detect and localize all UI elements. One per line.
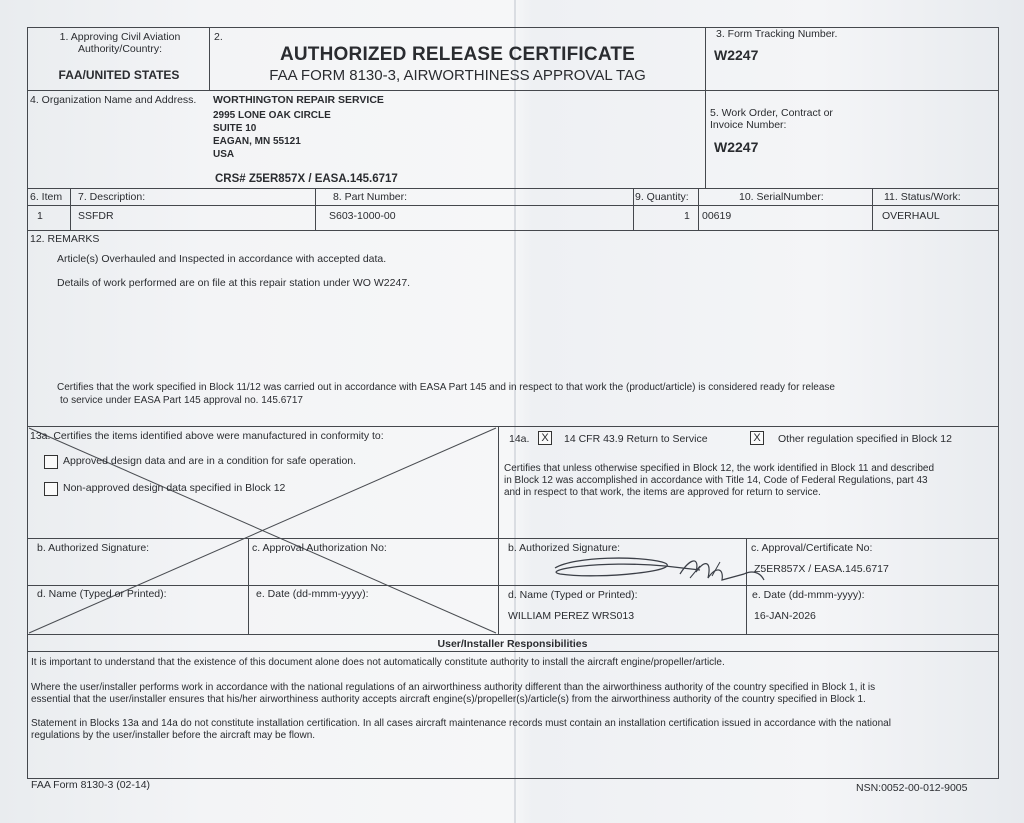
remarks-line4: to service under EASA Part 145 approval no. 145.6717: [60, 395, 303, 406]
col-header-status: 11. Status/Work:: [884, 191, 961, 203]
col-header-part-number: 8. Part Number:: [332, 191, 408, 203]
org-address-line1: 2995 LONE OAK CIRCLE: [213, 110, 331, 121]
block14d-name-label: d. Name (Typed or Printed):: [508, 589, 638, 601]
block14c-certificate-label: c. Approval/Certificate No:: [751, 542, 873, 554]
block4-label: 4. Organization Name and Address.: [30, 94, 197, 106]
cell-description: SSFDR: [78, 210, 114, 222]
remarks-line1: Article(s) Overhauled and Inspected in accordance with accepted data.: [57, 253, 387, 265]
col-header-item: 6. Item: [30, 191, 63, 203]
block13-approved-label: Approved design data and are in a condition for safe operation.: [63, 455, 357, 467]
cell-quantity: 1: [684, 210, 690, 222]
cell-status: OVERHAUL: [882, 210, 940, 222]
page-subtitle: FAA FORM 8130-3, AIRWORTHINESS APPROVAL TAG: [269, 67, 646, 84]
col-header-description: 7. Description:: [78, 191, 146, 203]
remarks-line3: Certifies that the work specified in Block 11/12 was carried out in accordance with EASA Part 145 and in respect to that work the (product/article) is considered ready for release: [57, 382, 835, 393]
work-order-number: W2247: [714, 139, 759, 155]
block14-other-regulation-checkbox[interactable]: X: [750, 431, 764, 445]
block5-label: 5. Work Order, Contract or Invoice Number:: [710, 107, 833, 131]
block13b-signature-label: b. Authorized Signature:: [37, 542, 150, 554]
block3-label: 3. Form Tracking Number.: [716, 28, 838, 40]
remarks-label: 12. REMARKS: [30, 233, 100, 245]
org-address-line4: USA: [213, 149, 235, 160]
responsibilities-p2-line2: essential that the user/installer ensures that his/her airworthiness authority accepts aircraft engine(s)/propeller(s)/article(s) from the airworthiness authority of the country specified in Block 1.: [31, 694, 866, 705]
block14-cert-line1: Certifies that unless otherwise specified in Block 12, the work identified in Block 11 and described: [504, 463, 935, 474]
responsibilities-p3-line1: Statement in Blocks 13a and 14a do not constitute installation certification. In all cases aircraft maintenance records must contain an installation certification issued in accordance with the national: [31, 718, 891, 729]
responsibilities-title: User/Installer Responsibilities: [437, 638, 588, 650]
org-address-line2: SUITE 10: [213, 123, 257, 134]
block14a-label: 14a.: [509, 433, 530, 445]
block14-return-to-service-label: 14 CFR 43.9 Return to Service: [564, 433, 708, 445]
block13c-authorization-label: c. Approval Authorization No:: [252, 542, 387, 554]
block14-other-regulation-label: Other regulation specified in Block 12: [778, 433, 952, 445]
block1-value: FAA/UNITED STATES: [58, 68, 180, 82]
block1-label: 1. Approving Civil Aviation Authority/Country:: [59, 31, 181, 55]
block2-label: 2.: [214, 31, 223, 43]
page-title: AUTHORIZED RELEASE CERTIFICATE: [279, 44, 636, 65]
nsn-number: NSN:0052-00-012-9005: [856, 782, 968, 794]
org-name: WORTHINGTON REPAIR SERVICE: [213, 94, 384, 106]
cell-serial: 00619: [702, 210, 732, 222]
block14-return-to-service-checkbox[interactable]: X: [538, 431, 552, 445]
block14b-signature-label: b. Authorized Signature:: [508, 542, 621, 554]
block14d-name-value: WILLIAM PEREZ WRS013: [508, 610, 635, 622]
block14c-certificate-value: Z5ER857X / EASA.145.6717: [754, 563, 889, 575]
form-tracking-number: W2247: [714, 47, 759, 63]
crs-number: CRS# Z5ER857X / EASA.145.6717: [215, 173, 398, 185]
block13a-label: 13a. Certifies the items identified above were manufactured in conformity to:: [30, 430, 384, 442]
responsibilities-p3-line2: regulations by the user/installer before the aircraft may be flown.: [31, 730, 316, 741]
cell-item: 1: [37, 210, 43, 222]
block13e-date-label: e. Date (dd-mmm-yyyy):: [256, 588, 369, 600]
col-header-quantity: 9. Quantity:: [635, 191, 689, 203]
block14-cert-line2: in Block 12 was accomplished in accordance with Title 14, Code of Federal Regulations, part 43: [504, 475, 928, 486]
remarks-line2: Details of work performed are on file at this repair station under WO W2247.: [57, 277, 411, 289]
block14e-date-label: e. Date (dd-mmm-yyyy):: [752, 589, 865, 601]
org-address-line3: EAGAN, MN 55121: [213, 136, 301, 147]
block13-nonapproved-label: Non-approved design data specified in Block 12: [63, 482, 286, 494]
col-header-serial: 10. SerialNumber:: [739, 191, 824, 203]
block14-cert-line3: and in respect to that work, the items are approved for return to service.: [504, 487, 821, 498]
block13d-name-label: d. Name (Typed or Printed):: [37, 588, 167, 600]
form-identifier: FAA Form 8130-3 (02-14): [31, 779, 151, 791]
responsibilities-p1: It is important to understand that the existence of this document alone does not automatically constitute authority to install the aircraft engine/propeller/article.: [31, 657, 725, 668]
block14e-date-value: 16-JAN-2026: [754, 610, 816, 622]
responsibilities-p2-line1: Where the user/installer performs work in accordance with the national regulations of an airworthiness authority different than the airworthiness authority of the country specified in Block 1, it is: [31, 682, 876, 693]
cell-part-number: S603-1000-00: [329, 210, 396, 222]
